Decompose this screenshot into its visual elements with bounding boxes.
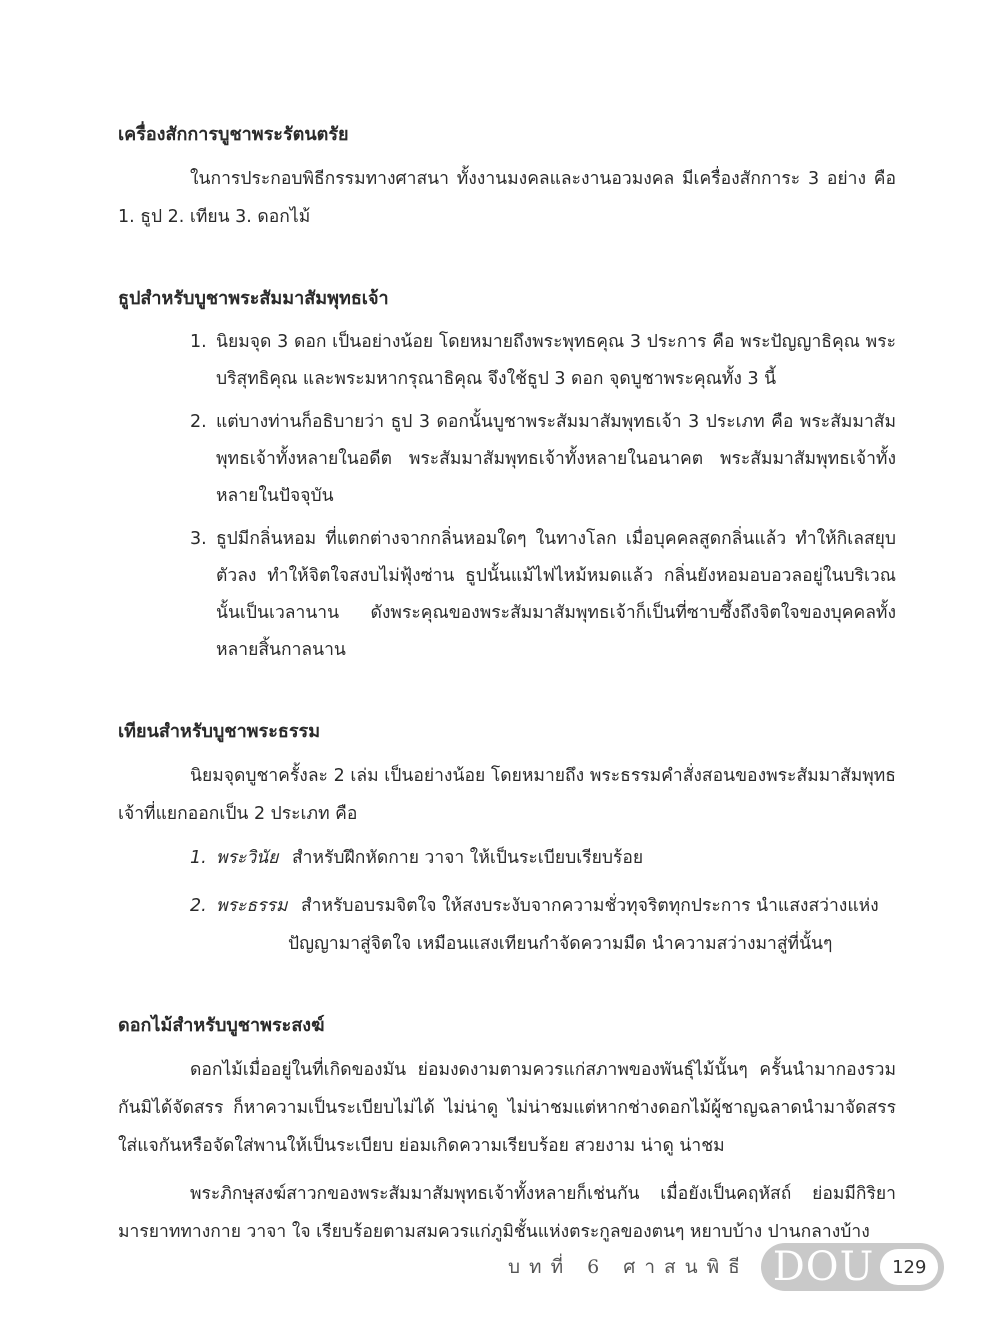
list-number: 2.: [190, 412, 207, 432]
page-badge: [761, 1243, 945, 1291]
list-item: [118, 887, 896, 963]
list-number: 1.: [190, 332, 207, 352]
list-item: [118, 404, 896, 515]
list-text: สำหรับอบรมจิตใจ ให้สงบระงับจากความชั่วทุจริตทุกประการ นำแสงสว่างแห่ง: [300, 896, 879, 916]
list-text: สำหรับฝึกหัดกาย วาจา ให้เป็นระเบียบเรียบร้อย: [291, 848, 644, 868]
paragraph: นิยมจุดบูชาครั้งละ 2 เล่ม เป็นอย่างน้อย โดยหมายถึง พระธรรมคำสั่งสอนของพระสัมมาสัมพุทธเจ้าที่แยกออกเป็น 2 ประเภท คือ: [118, 766, 896, 824]
section-flowers: [118, 1009, 896, 1251]
list-item: [118, 839, 896, 877]
section-heading: เทียนสำหรับบูชาพระธรรม: [118, 721, 321, 742]
section-heading: ธูปสำหรับบูชาพระสัมมาสัมพุทธเจ้า: [118, 288, 389, 309]
list-item: [118, 521, 896, 669]
chapter-title: บทที่ 6 ศาสนพิธี: [508, 1256, 749, 1278]
paragraph: ดอกไม้เมื่ออยู่ในที่เกิดของมัน ย่อมงดงามตามควรแก่สภาพของพันธุ์ไม้นั้นๆ ครั้นนำมากองรวมกันมิได้จัดสรร ก็หาความเป็นระเบียบไม่ได้ ไม่น่าดู ไม่น่าชมแต่หากช่างดอกไม้ผู้ชาญฉลาดนำมาจัดสรรใส่แจกันหรือจัดใส่พานให้เป็นระเบียบ ย่อมเกิดความเรียบร้อย สวยงาม น่าดู น่าชม: [118, 1060, 896, 1156]
list-text: นิยมจุด 3 ดอก เป็นอย่างน้อย โดยหมายถึงพระพุทธคุณ 3 ประการ คือ พระปัญญาธิคุณ พระบริสุทธิคุณ และพระมหากรุณาธิคุณ จึงใช้ธูป 3 ดอก จุดบูชาพระคุณทั้ง 3 นี้: [216, 332, 896, 389]
list-number: 1.: [190, 848, 207, 868]
dou-logo: DOU: [772, 1244, 875, 1290]
list-term: พระธรรม: [216, 896, 288, 916]
list-text: แต่บางท่านก็อธิบายว่า ธูป 3 ดอกนั้นบูชาพระสัมมาสัมพุทธเจ้า 3 ประเภท คือ พระสัมมาสัมพุทธเจ้าทั้งหลายในอดีต พระสัมมาสัมพุทธเจ้าทั้งหลายในอนาคต พระสัมมาสัมพุทธเจ้าทั้งหลายในปัจจุบัน: [216, 412, 896, 506]
list-text-continued: ปัญญามาสู่จิตใจ เหมือนแสงเทียนกำจัดความมืด นำความสว่างมาสู่ที่นั้นๆ: [288, 934, 833, 954]
page-footer: [508, 1243, 944, 1291]
page-body: [118, 118, 896, 1251]
section-heading: เครื่องสักการบูชาพระรัตนตรัย: [118, 124, 349, 145]
page-number: 129: [880, 1249, 938, 1285]
list-text: ธูปมีกลิ่นหอม ที่แตกต่างจากกลิ่นหอมใดๆ ในทางโลก เมื่อบุคคลสูดกลิ่นแล้ว ทำให้กิเลสยุบตัวลง ทำให้จิตใจสงบไม่ฟุ้งซ่าน ธูปนั้นแม้ไฟไหม้หมดแล้ว กลิ่นยังหอมอบอวลอยู่ในบริเวณนั้นเป็นเวลานาน ดังพระคุณของพระสัมมาสัมพุทธเจ้าก็เป็นที่ซาบซึ้งถึงจิตใจของบุคคลทั้งหลายสิ้นกาลนาน: [216, 529, 896, 660]
section-heading: ดอกไม้สำหรับบูชาพระสงฆ์: [118, 1015, 325, 1036]
list-number: 3.: [190, 529, 207, 549]
list-term: พระวินัย: [216, 848, 279, 868]
section-candles: [118, 715, 896, 963]
list-item: [118, 324, 896, 398]
section-worship-items: [118, 118, 896, 236]
section-incense: [118, 282, 896, 669]
paragraph: พระภิกษุสงฆ์สาวกของพระสัมมาสัมพุทธเจ้าทั้งหลายก็เช่นกัน เมื่อยังเป็นคฤหัสถ์ ย่อมมีกิริยามารยาททางกาย วาจา ใจ เรียบร้อยตามสมควรแก่ภูมิชั้นแห่งตระกูลของตนๆ หยาบบ้าง ปานกลางบ้าง: [118, 1184, 896, 1242]
numbered-list: [118, 324, 896, 669]
paragraph: ในการประกอบพิธีกรรมทางศาสนา ทั้งงานมงคลและงานอวมงคล มีเครื่องสักการะ 3 อย่าง คือ 1. ธูป 2. เทียน 3. ดอกไม้: [118, 169, 896, 227]
list-number: 2.: [190, 896, 207, 916]
